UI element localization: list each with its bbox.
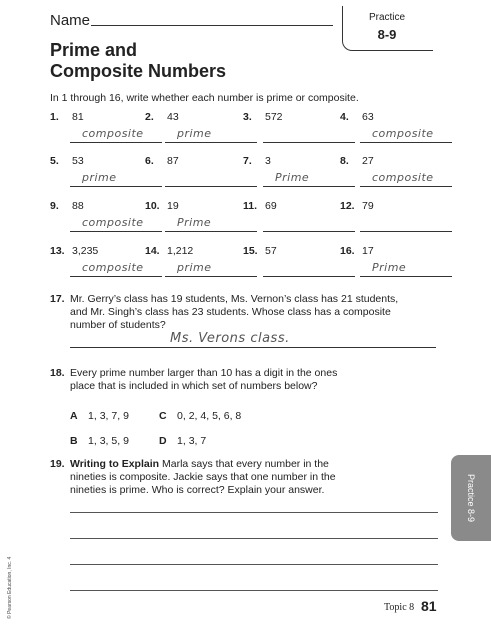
answer-line[interactable] [70,231,162,232]
answer-line[interactable] [165,186,257,187]
q19-line: nineties is prime. Who is correct? Explain your answer. [70,484,325,496]
answer-line[interactable] [70,186,162,187]
q17-number: 17. [50,293,65,305]
q18-text [70,367,390,393]
q19-line: nineties is composite. Jackie says that one number in the [70,471,336,483]
handwritten-answer: prime [82,171,117,184]
q19-line: Marla says that every number in the [161,458,329,470]
problem-value: 1,212 [167,245,194,257]
option-letter: A [70,410,78,422]
q19-writing-line[interactable] [70,564,438,565]
answer-line[interactable] [263,276,355,277]
answer-line[interactable] [263,186,355,187]
answer-line[interactable] [360,231,452,232]
answer-line[interactable] [360,276,452,277]
answer-line[interactable] [165,231,257,232]
q18-option-a[interactable] [70,406,129,424]
problem-value: 63 [362,111,374,123]
side-tab-label: Practice 8-9 [466,473,476,523]
problem-value: 81 [72,111,84,123]
problem-number: 9. [50,200,59,212]
footer-page-number: 81 [421,598,437,614]
problem-value: 57 [265,245,277,257]
handwritten-answer: Prime [177,216,212,229]
q19-writing-line[interactable] [70,590,438,591]
problem-number: 15. [243,245,258,257]
option-letter: C [159,410,167,422]
q17-answer-line[interactable] [70,347,436,348]
problem-number: 2. [145,111,154,123]
problem-value: 572 [265,111,283,123]
handwritten-answer: composite [82,261,144,274]
q19-bold-lead: Writing to Explain [70,458,160,470]
answer-line[interactable] [360,142,452,143]
answer-line[interactable] [70,142,162,143]
option-text: 1, 3, 7, 9 [88,410,129,422]
answer-line[interactable] [263,142,355,143]
problem-value: 3,235 [72,245,99,257]
problem-number: 5. [50,155,59,167]
problem-number: 14. [145,245,160,257]
practice-number: 8-9 [377,27,397,42]
problem-value: 3 [265,155,271,167]
q19-line-first [70,458,370,471]
handwritten-answer: prime [177,127,212,140]
q18-number: 18. [50,367,65,379]
q17-line: and Mr. Singh’s class has 23 students. Whose class has a composite [70,306,391,318]
handwritten-answer: Prime [372,261,407,274]
problem-number: 10. [145,200,160,212]
problem-number: 13. [50,245,65,257]
option-letter: D [159,435,167,447]
problem-number: 12. [340,200,355,212]
answer-line[interactable] [360,186,452,187]
q19-number: 19. [50,458,65,470]
handwritten-answer: prime [177,261,212,274]
option-letter: B [70,435,78,447]
q18-option-b[interactable] [70,431,129,449]
side-tab-label-wrap [451,455,491,541]
problem-value: 88 [72,200,84,212]
q17-text [70,293,450,332]
option-text: 1, 3, 7 [177,435,207,447]
option-text: 0, 2, 4, 5, 6, 8 [177,410,242,422]
q19-writing-line[interactable] [70,538,438,539]
option-text: 1, 3, 5, 9 [88,435,129,447]
copyright: © Pearson Education, Inc. 4 [7,556,13,619]
problem-number: 8. [340,155,349,167]
handwritten-answer: composite [372,171,434,184]
q18-option-c[interactable] [159,406,241,424]
instructions: In 1 through 16, write whether each number is prime or composite. [50,92,359,104]
handwritten-answer: composite [82,216,144,229]
q17-line: number of students? [70,319,166,331]
q17-answer: Ms. Verons class. [170,331,290,346]
problem-value: 17 [362,245,374,257]
problem-number: 6. [145,155,154,167]
answer-line[interactable] [165,142,257,143]
footer-topic: Topic 8 [384,602,415,613]
answer-line[interactable] [165,276,257,277]
q18-option-d[interactable] [159,431,206,449]
problem-number: 3. [243,111,252,123]
practice-label: Practice [368,12,406,23]
problem-number: 7. [243,155,252,167]
handwritten-answer: Prime [275,171,310,184]
name-label: Name [50,12,91,29]
q19-text [70,458,370,497]
handwritten-answer: composite [82,127,144,140]
problem-value: 43 [167,111,179,123]
q19-writing-line[interactable] [70,512,438,513]
answer-line[interactable] [70,276,162,277]
problem-number: 11. [243,200,258,212]
handwritten-answer: composite [372,127,434,140]
problem-value: 19 [167,200,179,212]
problem-value: 53 [72,155,84,167]
title-line-2: Composite Numbers [50,61,227,81]
problem-value: 79 [362,200,374,212]
title-line-1: Prime and [50,40,138,60]
problem-value: 87 [167,155,179,167]
answer-line[interactable] [263,231,355,232]
problem-number: 1. [50,111,59,123]
problem-number: 16. [340,245,355,257]
name-field-line[interactable] [91,25,333,26]
problem-value: 69 [265,200,277,212]
problem-value: 27 [362,155,374,167]
q18-line: Every prime number larger than 10 has a digit in the ones [70,367,338,379]
q18-line: place that is included in which set of numbers below? [70,380,318,392]
problem-number: 4. [340,111,349,123]
q17-line: Mr. Gerry’s class has 19 students, Ms. Vernon’s class has 21 students, [70,293,399,305]
page-title [50,40,310,82]
